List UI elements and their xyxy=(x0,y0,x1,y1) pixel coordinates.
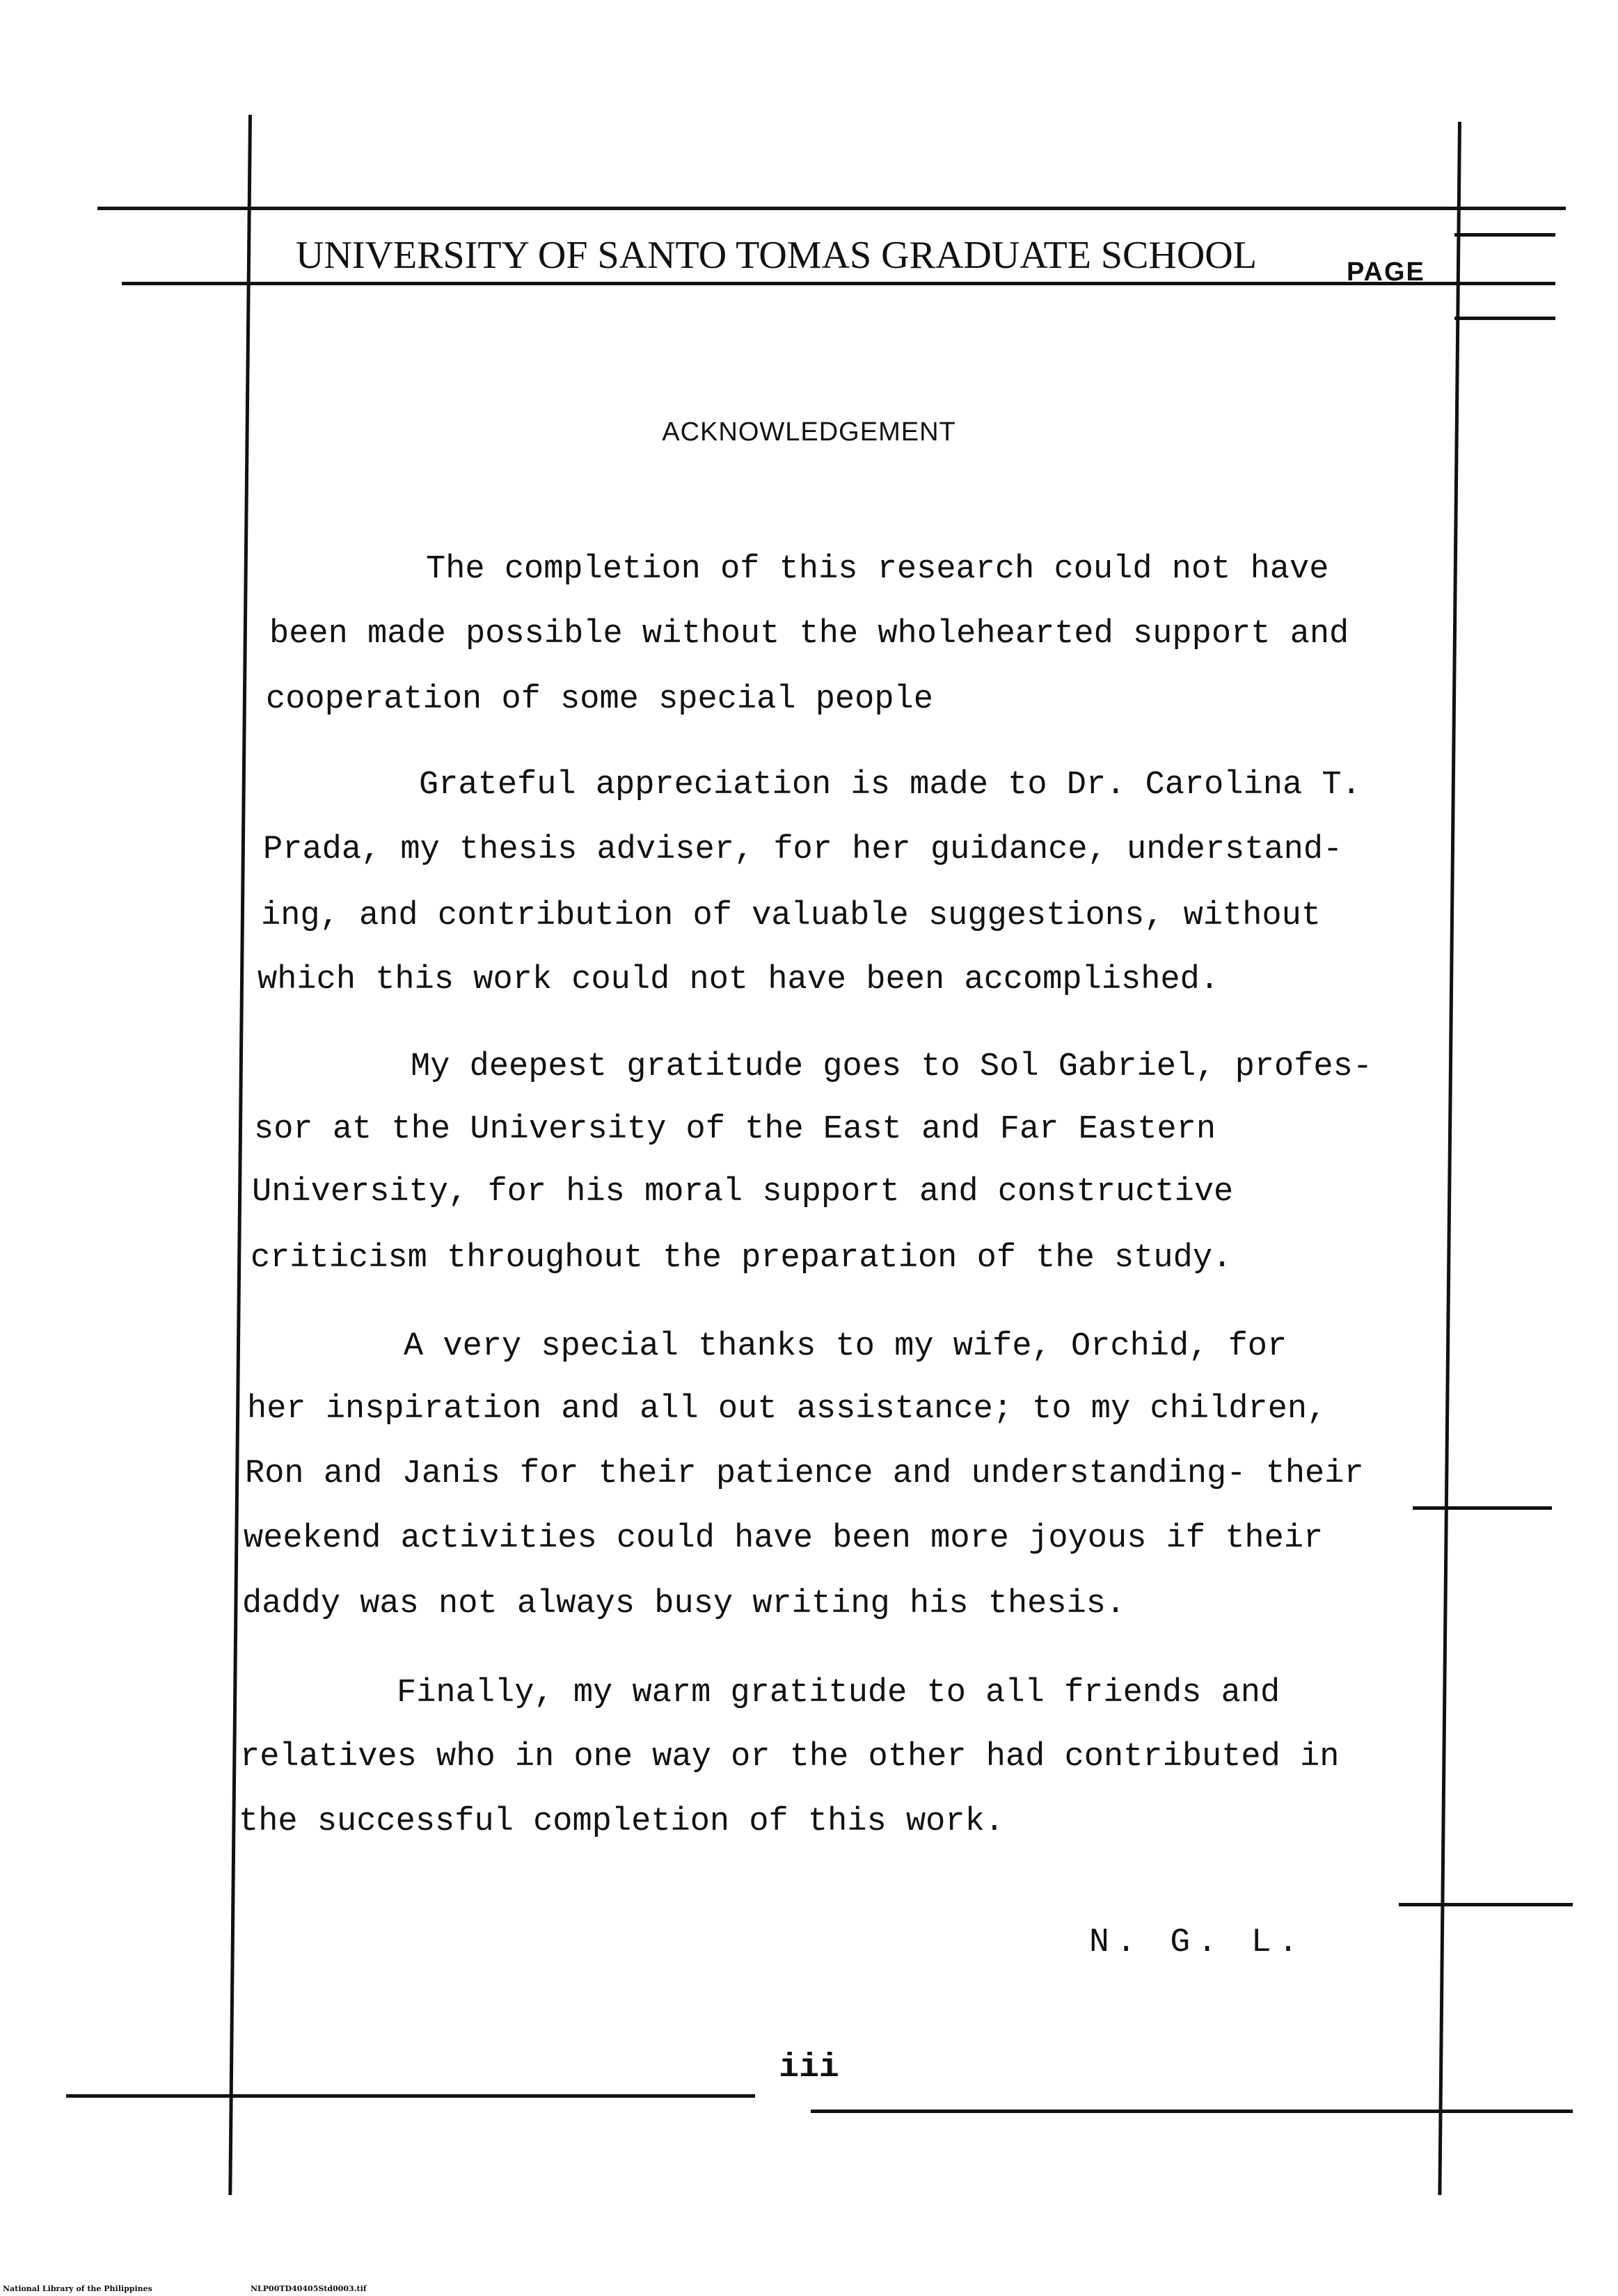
rule-bottom xyxy=(66,2094,755,2098)
footer-library-label: National Library of the Philippines xyxy=(3,2284,152,2293)
paragraph-line: weekend activities could have been more joyous if their xyxy=(244,1520,1324,1557)
paragraph-line: A very special thanks to my wife, Orchid, for xyxy=(404,1328,1287,1365)
paragraph-line: Prada, my thesis adviser, for her guidance, understand- xyxy=(263,831,1343,868)
paragraph-line: criticism throughout the preparation of the study. xyxy=(251,1240,1232,1277)
header-page-label: PAGE xyxy=(1347,257,1425,287)
paragraph-line: The completion of this research could not have xyxy=(426,551,1329,588)
paragraph-line: been made possible without the wholehearted support and xyxy=(269,616,1349,653)
rule-right-header xyxy=(1454,233,1555,237)
rule-header-bottom xyxy=(122,282,1555,285)
paragraph-line: Grateful appreciation is made to Dr. Carolina T. xyxy=(419,767,1361,804)
rule-right-header-2 xyxy=(1454,317,1555,320)
paragraph-line: which this work could not have been accomplished. xyxy=(257,962,1220,998)
header-title: UNIVERSITY OF SANTO TOMAS GRADUATE SCHOOL xyxy=(296,234,1257,277)
paragraph-line: the successful completion of this work. xyxy=(239,1803,1004,1840)
paragraph-line: sor at the University of the East and Far Eastern xyxy=(254,1111,1216,1148)
paragraph-line: ing, and contribution of valuable suggestions, without xyxy=(261,898,1322,934)
rule-margin-mark-2 xyxy=(1399,1903,1573,1906)
footer-file-label: NLP00TD40405Std0003.tif xyxy=(251,2284,367,2293)
section-heading: ACKNOWLEDGEMENT xyxy=(662,417,956,447)
rule-top xyxy=(97,207,1566,210)
rule-margin-mark-1 xyxy=(1413,1506,1552,1510)
page-number: iii xyxy=(779,2049,839,2087)
paragraph-line: University, for his moral support and constructive xyxy=(252,1174,1234,1211)
paragraph-line: daddy was not always busy writing his thesis. xyxy=(242,1586,1126,1623)
rule-bottom-right xyxy=(811,2110,1573,2113)
paragraph-line: relatives who in one way or the other had contributed in xyxy=(240,1739,1340,1776)
paragraph-line: Ron and Janis for their patience and understanding- their xyxy=(245,1456,1364,1492)
paragraph-line: cooperation of some special people xyxy=(266,681,933,718)
signature-initials: N. G. L. xyxy=(1089,1924,1306,1961)
paragraph-line: Finally, my warm gratitude to all friends and xyxy=(397,1675,1280,1712)
paragraph-line: My deepest gratitude goes to Sol Gabriel, profes- xyxy=(411,1049,1373,1085)
paragraph-line: her inspiration and all out assistance; to my children, xyxy=(247,1391,1327,1428)
